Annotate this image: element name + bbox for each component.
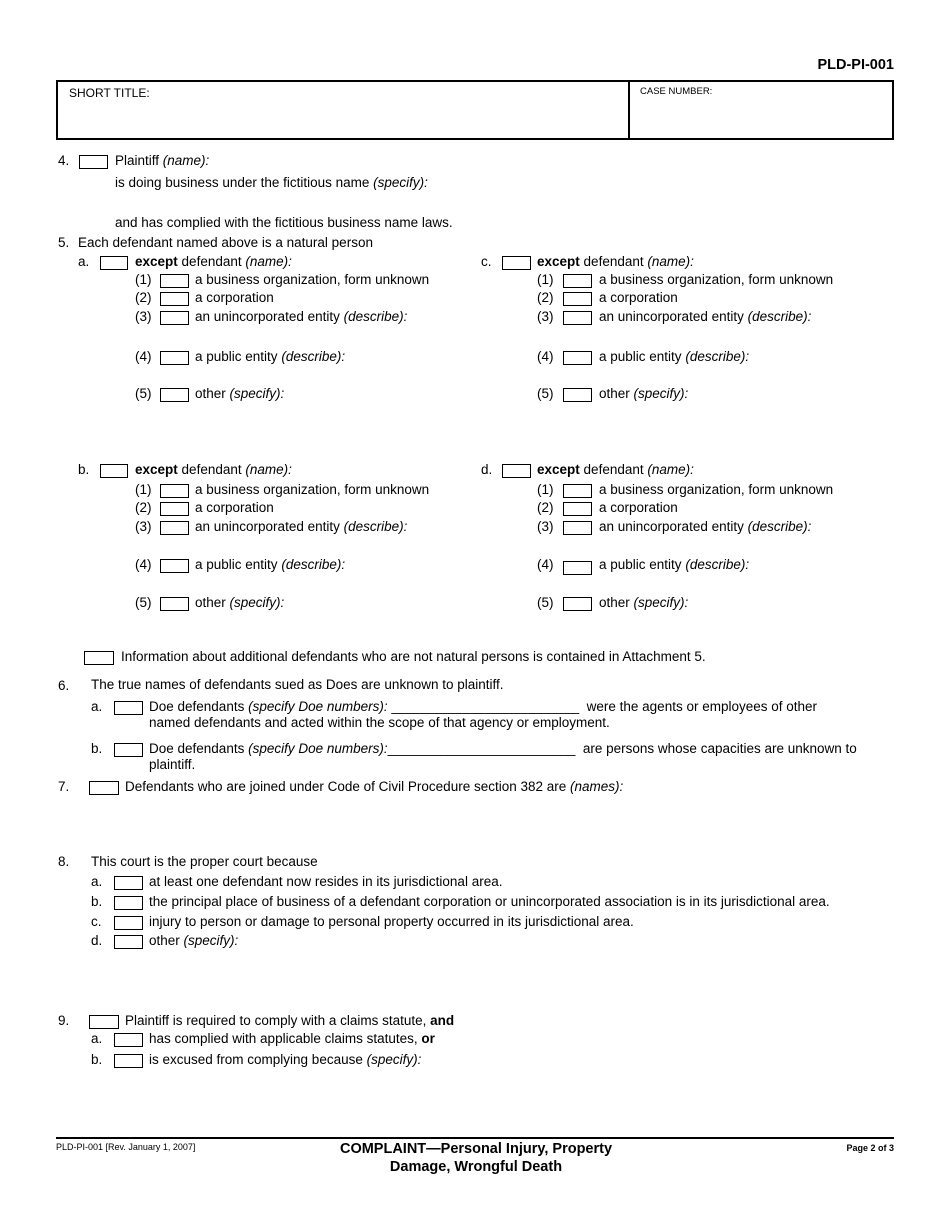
item8d-letter: d. [91,933,103,948]
item5-number: 5. [58,235,70,250]
item5c-opt4-num: (4) [537,349,554,364]
item8d-checkbox[interactable] [114,935,143,949]
item5a-opt2-num: (2) [135,290,152,305]
item5d-label: except defendant (name): [537,462,694,477]
item5d-opt5-num: (5) [537,595,554,610]
item5c-opt5-label: other (specify): [599,386,689,401]
item5b-opt3-num: (3) [135,519,152,534]
item5c-opt1-label: a business organization, form unknown [599,272,834,287]
item8b-letter: b. [91,894,103,909]
item6-number: 6. [58,678,70,693]
item6b-letter: b. [91,741,103,756]
item6a-line2: named defendants and acted within the scope of that agency or employment. [149,715,610,730]
item4-number: 4. [58,153,70,168]
item5d-opt3-num: (3) [537,519,554,534]
item5d-opt1-num: (1) [537,482,554,497]
item5a-opt4-checkbox[interactable] [160,351,189,365]
item5d-opt4-checkbox[interactable] [563,561,592,575]
item5b-except-checkbox[interactable] [100,464,128,478]
item5a-except-checkbox[interactable] [100,256,128,270]
item5b-opt5-num: (5) [135,595,152,610]
footer-title-line2: Damage, Wrongful Death [389,1159,563,1175]
item5c-opt5-checkbox[interactable] [563,388,592,402]
footer-revision: PLD-PI-001 [Rev. January 1, 2007] [56,1142,196,1152]
item4-plaintiff-checkbox[interactable] [79,155,108,169]
item4-dba: is doing business under the fictitious name (specify): [115,175,428,190]
item5a-opt2-label: a corporation [195,290,274,305]
item5b-opt3-label: an unincorporated entity (describe): [195,519,408,534]
item8d-text: other (specify): [149,933,239,948]
item8-intro: This court is the proper court because [91,854,318,869]
item5d-opt2-checkbox[interactable] [563,502,592,516]
item9-checkbox[interactable] [89,1015,119,1029]
item5a-opt5-num: (5) [135,386,152,401]
item5c-except-checkbox[interactable] [502,256,531,270]
item5d-opt2-num: (2) [537,500,554,515]
item7-text: Defendants who are joined under Code of Civil Procedure section 382 are (names): [125,779,624,794]
item4-complied: and has complied with the fictitious business name laws. [115,215,453,230]
item6b-line1: Doe defendants (specify Doe numbers):_________________________ are persons whose capacities are unknown to [149,741,857,756]
footer-rule [56,1137,894,1139]
item5b-opt3-checkbox[interactable] [160,521,189,535]
item5c-opt1-num: (1) [537,272,554,287]
item5b-opt4-checkbox[interactable] [160,559,189,573]
item5d-except-checkbox[interactable] [502,464,531,478]
item9b-checkbox[interactable] [114,1054,143,1068]
item5a-opt3-checkbox[interactable] [160,311,189,325]
item5c-opt4-checkbox[interactable] [563,351,592,365]
item5c-opt3-checkbox[interactable] [563,311,592,325]
item5c-opt3-num: (3) [537,309,554,324]
item5b-opt4-label: a public entity (describe): [195,557,346,572]
item5b-opt2-num: (2) [135,500,152,515]
item4-line1: Plaintiff (name): [115,153,210,168]
item5d-opt5-label: other (specify): [599,595,689,610]
item5d-opt2-label: a corporation [599,500,678,515]
item5b-opt1-checkbox[interactable] [160,484,189,498]
item5b-opt1-num: (1) [135,482,152,497]
item5d-opt5-checkbox[interactable] [563,597,592,611]
item8b-checkbox[interactable] [114,896,143,910]
footer-page-number: Page 2 of 3 [846,1143,894,1153]
attachment5-text: Information about additional defendants who are not natural persons is contained in Attachment 5. [121,649,706,664]
footer-title [300,1140,652,1176]
item5b-opt5-label: other (specify): [195,595,285,610]
item5b-opt2-checkbox[interactable] [160,502,189,516]
item8b-text: the principal place of business of a defendant corporation or unincorporated association is in its jurisdictional area. [149,894,830,909]
item9-number: 9. [58,1013,70,1028]
item5b-label: except defendant (name): [135,462,292,477]
item9a-text: has complied with applicable claims statutes, or [149,1031,435,1046]
item6b-line2: plaintiff. [149,757,196,772]
item7-number: 7. [58,779,70,794]
item5a-opt1-num: (1) [135,272,152,287]
item8c-text: injury to person or damage to personal property occurred in its jurisdictional area. [149,914,634,929]
item5d-opt4-label: a public entity (describe): [599,557,750,572]
item5c-opt4-label: a public entity (describe): [599,349,750,364]
item5c-opt2-num: (2) [537,290,554,305]
attachment5-checkbox[interactable] [84,651,114,665]
item5c-opt3-label: an unincorporated entity (describe): [599,309,812,324]
caption-divider [628,82,630,138]
item9b-letter: b. [91,1052,103,1067]
item6a-checkbox[interactable] [114,701,143,715]
item6-intro: The true names of defendants sued as Does are unknown to plaintiff. [91,677,504,692]
item8a-letter: a. [91,874,103,889]
item7-checkbox[interactable] [89,781,119,795]
item9a-letter: a. [91,1031,103,1046]
item5b-opt1-label: a business organization, form unknown [195,482,430,497]
item5d-opt1-checkbox[interactable] [563,484,592,498]
item5a-opt2-checkbox[interactable] [160,292,189,306]
item8a-text: at least one defendant now resides in its jurisdictional area. [149,874,503,889]
item5a-opt5-label: other (specify): [195,386,285,401]
form-id: PLD-PI-001 [817,57,894,73]
item5a-label: except defendant (name): [135,254,292,269]
item9-text: Plaintiff is required to comply with a claims statute, and [125,1013,455,1028]
item5a-opt1-checkbox[interactable] [160,274,189,288]
item5a-opt5-checkbox[interactable] [160,388,189,402]
item5b-letter: b. [78,462,90,477]
item5c-opt2-label: a corporation [599,290,678,305]
item8a-checkbox[interactable] [114,876,143,890]
item5c-label: except defendant (name): [537,254,694,269]
item5b-opt2-label: a corporation [195,500,274,515]
item5-intro: Each defendant named above is a natural person [78,235,373,250]
item9a-checkbox[interactable] [114,1033,143,1047]
item6b-checkbox[interactable] [114,743,143,757]
item5b-opt5-checkbox[interactable] [160,597,189,611]
item5c-opt1-checkbox[interactable] [563,274,592,288]
item6a-line1: Doe defendants (specify Doe numbers): _________________________ were the agents or employees of other [149,699,818,714]
item5d-opt1-label: a business organization, form unknown [599,482,834,497]
caption-box [56,80,894,140]
item5a-opt1-label: a business organization, form unknown [195,272,430,287]
item6a-letter: a. [91,699,103,714]
short-title-label: SHORT TITLE: [69,86,150,100]
item5d-opt3-label: an unincorporated entity (describe): [599,519,812,534]
item5b-opt4-num: (4) [135,557,152,572]
item5a-opt4-num: (4) [135,349,152,364]
item5a-opt4-label: a public entity (describe): [195,349,346,364]
item5c-opt5-num: (5) [537,386,554,401]
item5d-letter: d. [481,462,493,477]
item5c-opt2-checkbox[interactable] [563,292,592,306]
item5c-letter: c. [481,254,492,269]
item8c-letter: c. [91,914,102,929]
item5d-opt3-checkbox[interactable] [563,521,592,535]
item5a-opt3-label: an unincorporated entity (describe): [195,309,408,324]
footer-title-line1: COMPLAINT—Personal Injury, Property [339,1141,613,1157]
item5d-opt4-num: (4) [537,557,554,572]
item5a-letter: a. [78,254,90,269]
item8-number: 8. [58,854,70,869]
case-number-label: CASE NUMBER: [640,86,713,97]
item8c-checkbox[interactable] [114,916,143,930]
item9b-text: is excused from complying because (specify): [149,1052,422,1067]
item5a-opt3-num: (3) [135,309,152,324]
